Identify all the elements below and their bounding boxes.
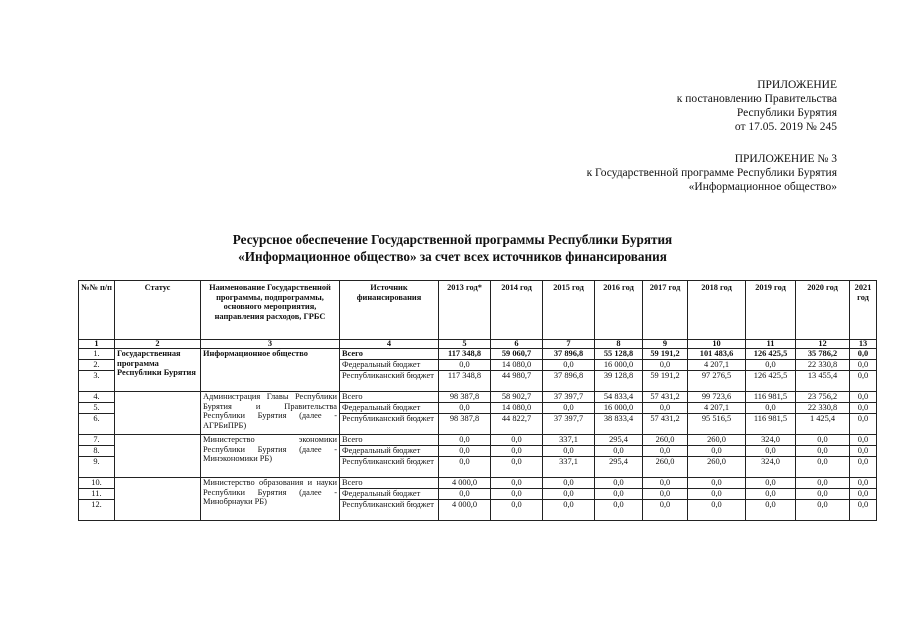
funding-source-cell: Всего (340, 478, 439, 489)
value-cell: 0,0 (439, 403, 491, 414)
value-cell: 0,0 (688, 478, 746, 489)
value-cell: 0,0 (688, 489, 746, 500)
column-header: Статус (115, 281, 201, 340)
column-header: 2017 год (643, 281, 688, 340)
table-row (79, 349, 877, 360)
value-cell: 0,0 (643, 500, 688, 521)
value-cell: 0,0 (796, 435, 850, 446)
value-cell: 0,0 (850, 392, 877, 403)
value-cell: 35 786,2 (796, 349, 850, 360)
funding-source-cell: Федеральный бюджет (340, 489, 439, 500)
value-cell: 0,0 (796, 457, 850, 478)
status-cell (115, 478, 201, 521)
column-header: 2016 год (595, 281, 643, 340)
value-cell: 0,0 (543, 500, 595, 521)
value-cell: 0,0 (543, 489, 595, 500)
table-row (79, 478, 877, 489)
value-cell: 0,0 (439, 360, 491, 371)
value-cell: 0,0 (850, 414, 877, 435)
value-cell: 0,0 (491, 489, 543, 500)
row-number: 7. (79, 435, 115, 446)
funding-source-cell: Республиканский бюджет (340, 457, 439, 478)
header-line: ПРИЛОЖЕНИЕ (757, 79, 837, 91)
value-cell: 0,0 (746, 500, 796, 521)
value-cell: 0,0 (439, 435, 491, 446)
value-cell: 16 000,0 (595, 360, 643, 371)
value-cell: 99 723,6 (688, 392, 746, 403)
value-cell: 98 387,8 (439, 414, 491, 435)
value-cell: 98 387,8 (439, 392, 491, 403)
value-cell: 0,0 (796, 500, 850, 521)
column-header: 2021 год (850, 281, 877, 340)
column-header: Источник финансирования (340, 281, 439, 340)
value-cell: 0,0 (595, 500, 643, 521)
value-cell: 324,0 (746, 435, 796, 446)
column-header: 2014 год (491, 281, 543, 340)
value-cell: 0,0 (543, 360, 595, 371)
value-cell: 22 330,8 (796, 360, 850, 371)
value-cell: 37 397,7 (543, 414, 595, 435)
value-cell: 0,0 (796, 478, 850, 489)
funding-source-cell: Республиканский бюджет (340, 371, 439, 392)
row-number: 10. (79, 478, 115, 489)
funding-source-cell: Всего (340, 435, 439, 446)
value-cell: 1 425,4 (796, 414, 850, 435)
program-name-cell: Министерство образования и науки Республики Бурятия (далее - Минобрнауки РБ) (201, 478, 340, 521)
value-cell: 23 756,2 (796, 392, 850, 403)
value-cell: 117 348,8 (439, 349, 491, 360)
value-cell: 0,0 (439, 457, 491, 478)
row-number: 5. (79, 403, 115, 414)
value-cell: 0,0 (643, 360, 688, 371)
document-title (0, 231, 905, 265)
value-cell: 0,0 (850, 478, 877, 489)
value-cell: 126 425,5 (746, 371, 796, 392)
value-cell: 295,4 (595, 435, 643, 446)
value-cell: 0,0 (850, 403, 877, 414)
value-cell: 0,0 (850, 457, 877, 478)
value-cell: 0,0 (850, 349, 877, 360)
value-cell: 0,0 (746, 478, 796, 489)
column-header: 2015 год (543, 281, 595, 340)
value-cell: 55 128,8 (595, 349, 643, 360)
value-cell: 337,1 (543, 435, 595, 446)
value-cell: 0,0 (746, 446, 796, 457)
column-number: 10 (688, 340, 746, 349)
value-cell: 22 330,8 (796, 403, 850, 414)
column-number: 1 (79, 340, 115, 349)
value-cell: 0,0 (643, 489, 688, 500)
value-cell: 0,0 (850, 500, 877, 521)
value-cell: 14 080,0 (491, 360, 543, 371)
value-cell: 0,0 (595, 478, 643, 489)
header-line: от 17.05. 2019 № 245 (734, 121, 837, 133)
value-cell: 57 431,2 (643, 414, 688, 435)
column-number: 5 (439, 340, 491, 349)
value-cell: 4 207,1 (688, 360, 746, 371)
header-line: к Государственной программе Республики Бурятия (586, 167, 837, 179)
header-line: «Информационное общество» (688, 181, 837, 193)
funding-source-cell: Федеральный бюджет (340, 403, 439, 414)
column-number: 12 (796, 340, 850, 349)
row-number: 9. (79, 457, 115, 478)
column-number: 6 (491, 340, 543, 349)
column-header: Наименование Государственной программы, подпрограммы, основного мероприятия, направления расходов, ГРБС (201, 281, 340, 340)
table-row (79, 392, 877, 403)
column-number: 9 (643, 340, 688, 349)
value-cell: 0,0 (643, 478, 688, 489)
row-number: 4. (79, 392, 115, 403)
value-cell: 0,0 (595, 446, 643, 457)
value-cell: 0,0 (850, 446, 877, 457)
value-cell: 324,0 (746, 457, 796, 478)
program-name-cell: Информационное общество (201, 349, 340, 392)
value-cell: 117 348,8 (439, 371, 491, 392)
value-cell: 0,0 (746, 403, 796, 414)
value-cell: 0,0 (643, 446, 688, 457)
value-cell: 95 516,5 (688, 414, 746, 435)
column-header: №№ п/п (79, 281, 115, 340)
funding-source-cell: Республиканский бюджет (340, 500, 439, 521)
value-cell: 0,0 (850, 371, 877, 392)
value-cell: 0,0 (850, 435, 877, 446)
value-cell: 0,0 (850, 360, 877, 371)
row-number: 6. (79, 414, 115, 435)
row-number: 3. (79, 371, 115, 392)
funding-source-cell: Республиканский бюджет (340, 414, 439, 435)
value-cell: 126 425,5 (746, 349, 796, 360)
column-number-row (79, 340, 877, 349)
funding-table (78, 280, 877, 521)
value-cell: 59 191,2 (643, 371, 688, 392)
value-cell: 0,0 (491, 457, 543, 478)
header-line: Республики Бурятия (736, 107, 837, 119)
value-cell: 0,0 (850, 489, 877, 500)
header-line: к постановлению Правительства (676, 93, 837, 105)
value-cell: 37 896,8 (543, 349, 595, 360)
value-cell: 59 191,2 (643, 349, 688, 360)
appendix-3-header (587, 152, 837, 194)
status-cell (115, 435, 201, 478)
value-cell: 0,0 (595, 489, 643, 500)
value-cell: 0,0 (439, 489, 491, 500)
column-number: 13 (850, 340, 877, 349)
value-cell: 260,0 (688, 435, 746, 446)
value-cell: 0,0 (491, 435, 543, 446)
value-cell: 0,0 (543, 478, 595, 489)
column-number: 2 (115, 340, 201, 349)
value-cell: 0,0 (688, 446, 746, 457)
row-number: 8. (79, 446, 115, 457)
value-cell: 0,0 (543, 446, 595, 457)
value-cell: 44 980,7 (491, 371, 543, 392)
row-number: 11. (79, 489, 115, 500)
table-body (79, 349, 877, 521)
title-line: «Информационное общество» за счет всех источников финансирования (238, 249, 667, 264)
value-cell: 54 833,4 (595, 392, 643, 403)
value-cell: 0,0 (796, 489, 850, 500)
column-header: 2019 год (746, 281, 796, 340)
value-cell: 13 455,4 (796, 371, 850, 392)
column-header: 2018 год (688, 281, 746, 340)
title-line: Ресурсное обеспечение Государственной программы Республики Бурятия (232, 232, 673, 247)
value-cell: 4 207,1 (688, 403, 746, 414)
value-cell: 0,0 (491, 446, 543, 457)
value-cell: 58 902,7 (491, 392, 543, 403)
value-cell: 260,0 (688, 457, 746, 478)
row-number: 1. (79, 349, 115, 360)
column-number: 3 (201, 340, 340, 349)
value-cell: 0,0 (746, 489, 796, 500)
value-cell: 0,0 (491, 500, 543, 521)
column-number: 4 (340, 340, 439, 349)
value-cell: 116 981,5 (746, 392, 796, 403)
value-cell: 59 060,7 (491, 349, 543, 360)
value-cell: 0,0 (491, 478, 543, 489)
funding-source-cell: Федеральный бюджет (340, 446, 439, 457)
value-cell: 295,4 (595, 457, 643, 478)
value-cell: 4 000,0 (439, 500, 491, 521)
table-row (79, 435, 877, 446)
value-cell: 0,0 (746, 360, 796, 371)
value-cell: 116 981,5 (746, 414, 796, 435)
column-header: 2013 год* (439, 281, 491, 340)
column-number: 8 (595, 340, 643, 349)
appendix-header (677, 78, 837, 134)
value-cell: 0,0 (643, 403, 688, 414)
funding-source-cell: Всего (340, 392, 439, 403)
value-cell: 260,0 (643, 435, 688, 446)
value-cell: 0,0 (439, 446, 491, 457)
column-number: 11 (746, 340, 796, 349)
value-cell: 4 000,0 (439, 478, 491, 489)
value-cell: 39 128,8 (595, 371, 643, 392)
row-number: 2. (79, 360, 115, 371)
status-cell (115, 392, 201, 435)
value-cell: 0,0 (543, 403, 595, 414)
column-header: 2020 год (796, 281, 850, 340)
value-cell: 337,1 (543, 457, 595, 478)
program-name-cell: Министерство экономики Республики Бурятия (далее - Минэкономики РБ) (201, 435, 340, 478)
header-line: ПРИЛОЖЕНИЕ № 3 (734, 153, 837, 165)
value-cell: 38 833,4 (595, 414, 643, 435)
value-cell: 0,0 (688, 500, 746, 521)
funding-source-cell: Федеральный бюджет (340, 360, 439, 371)
column-number: 7 (543, 340, 595, 349)
value-cell: 97 276,5 (688, 371, 746, 392)
program-name-cell: Администрация Главы Республики Бурятия и Правительства Республики Бурятия (далее - АГРБиПРБ) (201, 392, 340, 435)
value-cell: 57 431,2 (643, 392, 688, 403)
value-cell: 0,0 (796, 446, 850, 457)
value-cell: 260,0 (643, 457, 688, 478)
funding-source-cell: Всего (340, 349, 439, 360)
status-cell: Государственная программа Республики Бурятия (115, 349, 201, 392)
value-cell: 44 822,7 (491, 414, 543, 435)
row-number: 12. (79, 500, 115, 521)
value-cell: 101 483,6 (688, 349, 746, 360)
value-cell: 16 000,0 (595, 403, 643, 414)
table-header-row (79, 281, 877, 340)
value-cell: 37 896,8 (543, 371, 595, 392)
value-cell: 14 080,0 (491, 403, 543, 414)
value-cell: 37 397,7 (543, 392, 595, 403)
